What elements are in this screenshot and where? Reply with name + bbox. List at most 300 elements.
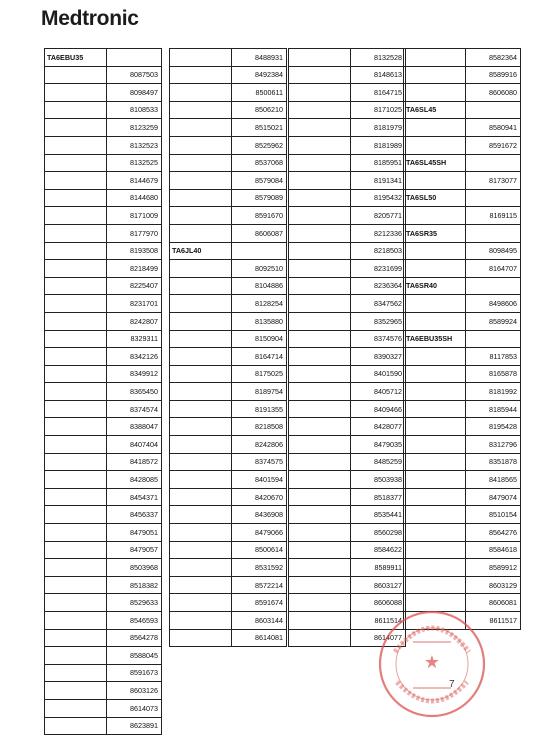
model-cell [404, 172, 466, 190]
table-row [45, 594, 162, 612]
table-row [404, 436, 521, 454]
model-cell [45, 242, 107, 260]
table-row [45, 559, 162, 577]
table-row [289, 488, 406, 506]
table-row [289, 506, 406, 524]
model-cell [289, 207, 351, 225]
serial-cell: 8515021 [232, 119, 287, 137]
model-cell [404, 506, 466, 524]
serial-cell: 8144679 [107, 172, 162, 190]
serial-cell: 8165878 [466, 365, 521, 383]
table-row [289, 348, 406, 366]
serial-cell [466, 330, 521, 348]
model-cell [289, 119, 351, 137]
table-row [289, 260, 406, 278]
table-row [170, 101, 287, 119]
serial-cell: 8591672 [466, 136, 521, 154]
model-cell [289, 541, 351, 559]
serial-cell: 8428077 [351, 418, 406, 436]
serial-cell: 8420670 [232, 488, 287, 506]
serial-cell: 8510154 [466, 506, 521, 524]
table-row [289, 136, 406, 154]
serial-cell: 8589912 [466, 559, 521, 577]
model-cell [170, 101, 232, 119]
serial-cell: 8485259 [351, 453, 406, 471]
model-cell [170, 594, 232, 612]
serial-cell: 8150904 [232, 330, 287, 348]
serial-cell: 8231701 [107, 295, 162, 313]
table-row [404, 524, 521, 542]
table-row [404, 418, 521, 436]
serial-cell: 8171009 [107, 207, 162, 225]
model-cell [45, 506, 107, 524]
serial-cell: 8418572 [107, 453, 162, 471]
table-row [404, 488, 521, 506]
table-row [289, 242, 406, 260]
model-cell [289, 348, 351, 366]
table-row [45, 348, 162, 366]
model-cell [289, 295, 351, 313]
model-cell [289, 260, 351, 278]
table-row [45, 506, 162, 524]
model-cell [404, 242, 466, 260]
table-row [289, 189, 406, 207]
model-cell [289, 330, 351, 348]
model-cell [45, 365, 107, 383]
serial-cell: 8518377 [351, 488, 406, 506]
serial-cell: 8582364 [466, 49, 521, 67]
model-cell [404, 295, 466, 313]
table-row [45, 330, 162, 348]
model-cell: TA6SR35 [404, 224, 466, 242]
model-cell [289, 242, 351, 260]
table-row [45, 488, 162, 506]
serial-cell: 8546593 [107, 612, 162, 630]
table-row [404, 242, 521, 260]
serial-cell: 8312796 [466, 436, 521, 454]
table-row [170, 418, 287, 436]
model-cell [45, 664, 107, 682]
table-row [404, 136, 521, 154]
table-row [45, 242, 162, 260]
serial-cell: 8560298 [351, 524, 406, 542]
serial-cell: 8503968 [107, 559, 162, 577]
table-row [45, 224, 162, 242]
serial-table-col-2 [169, 48, 287, 647]
table-row [404, 541, 521, 559]
model-cell [45, 576, 107, 594]
table-row [45, 418, 162, 436]
serial-cell [107, 49, 162, 67]
model-cell [289, 471, 351, 489]
model-cell [45, 348, 107, 366]
table-row [170, 576, 287, 594]
serial-cell: 8529633 [107, 594, 162, 612]
model-cell [45, 154, 107, 172]
model-cell: TA6EBU35 [45, 49, 107, 67]
serial-cell: 8584622 [351, 541, 406, 559]
serial-cell: 8329311 [107, 330, 162, 348]
serial-cell: 8498606 [466, 295, 521, 313]
model-cell [170, 576, 232, 594]
table-row [170, 49, 287, 67]
table-row [404, 295, 521, 313]
model-cell [404, 418, 466, 436]
serial-cell: 8087503 [107, 66, 162, 84]
serial-cell: 8181989 [351, 136, 406, 154]
table-row [170, 136, 287, 154]
table-row [170, 330, 287, 348]
serial-cell: 8488931 [232, 49, 287, 67]
table-row [404, 224, 521, 242]
table-row [404, 400, 521, 418]
table-row [45, 576, 162, 594]
serial-cell: 8132523 [107, 136, 162, 154]
table-row [289, 154, 406, 172]
serial-cell: 8104886 [232, 277, 287, 295]
table-row [170, 383, 287, 401]
model-cell [45, 260, 107, 278]
serial-cell: 8123259 [107, 119, 162, 137]
model-cell [45, 594, 107, 612]
serial-cell: 8205771 [351, 207, 406, 225]
table-row [404, 471, 521, 489]
model-cell [170, 541, 232, 559]
serial-cell: 8374574 [107, 400, 162, 418]
model-cell [404, 312, 466, 330]
serial-cell: 8531592 [232, 559, 287, 577]
table-row [170, 471, 287, 489]
model-cell [170, 400, 232, 418]
model-cell [289, 488, 351, 506]
table-row [45, 453, 162, 471]
table-row [45, 664, 162, 682]
table-row [404, 383, 521, 401]
serial-cell [232, 242, 287, 260]
table-row [289, 84, 406, 102]
serial-cell: 8401594 [232, 471, 287, 489]
serial-cell: 8132525 [107, 154, 162, 172]
serial-cell: 8506210 [232, 101, 287, 119]
serial-cell: 8231699 [351, 260, 406, 278]
model-cell: TA6EBU35SH [404, 330, 466, 348]
model-cell [170, 348, 232, 366]
model-cell [289, 189, 351, 207]
model-cell [170, 312, 232, 330]
serial-cell: 8135880 [232, 312, 287, 330]
model-cell [170, 66, 232, 84]
model-cell [404, 207, 466, 225]
model-cell [289, 524, 351, 542]
serial-cell: 8535441 [351, 506, 406, 524]
model-cell [170, 49, 232, 67]
table-row [45, 682, 162, 700]
serial-cell: 8374576 [351, 330, 406, 348]
serial-cell: 8614073 [107, 699, 162, 717]
serial-cell: 8175025 [232, 365, 287, 383]
model-cell [170, 277, 232, 295]
table-row [170, 172, 287, 190]
serial-cell: 8092510 [232, 260, 287, 278]
table-row [289, 207, 406, 225]
serial-cell: 8191355 [232, 400, 287, 418]
model-cell [170, 207, 232, 225]
table-row [45, 101, 162, 119]
table-row [45, 541, 162, 559]
table-row [45, 277, 162, 295]
serial-cell: 8173077 [466, 172, 521, 190]
serial-cell: 8177970 [107, 224, 162, 242]
company-seal-stamp [373, 608, 491, 720]
model-cell [170, 260, 232, 278]
serial-cell: 8603127 [351, 576, 406, 594]
table-row [404, 172, 521, 190]
model-cell [289, 506, 351, 524]
serial-cell: 8128254 [232, 295, 287, 313]
serial-cell: 8164715 [351, 84, 406, 102]
model-cell [170, 172, 232, 190]
serial-cell: 8479066 [232, 524, 287, 542]
serial-cell: 8564278 [107, 629, 162, 647]
model-cell [170, 612, 232, 630]
table-row [170, 612, 287, 630]
serial-cell [466, 189, 521, 207]
model-cell [404, 453, 466, 471]
table-row [289, 66, 406, 84]
serial-cell: 8401590 [351, 365, 406, 383]
model-cell [170, 383, 232, 401]
model-cell [45, 330, 107, 348]
model-cell [45, 453, 107, 471]
model-cell [289, 436, 351, 454]
table-row [45, 400, 162, 418]
model-cell [404, 488, 466, 506]
serial-table-col-4 [403, 48, 521, 630]
table-row [45, 172, 162, 190]
table-row [404, 559, 521, 577]
table-row [404, 101, 521, 119]
table-row [289, 49, 406, 67]
serial-cell: 8108533 [107, 101, 162, 119]
serial-cell: 8479057 [107, 541, 162, 559]
model-cell [45, 101, 107, 119]
model-cell [289, 154, 351, 172]
table-row [289, 101, 406, 119]
model-cell [45, 418, 107, 436]
serial-cell: 8580941 [466, 119, 521, 137]
model-cell [170, 189, 232, 207]
table-row [404, 348, 521, 366]
serial-cell: 8606087 [232, 224, 287, 242]
serial-cell: 8537068 [232, 154, 287, 172]
serial-cell: 8407404 [107, 436, 162, 454]
serial-cell: 8579084 [232, 172, 287, 190]
table-row [170, 524, 287, 542]
serial-cell: 8603126 [107, 682, 162, 700]
table-row [170, 594, 287, 612]
serial-cell: 8351878 [466, 453, 521, 471]
table-row [404, 189, 521, 207]
serial-cell: 8623891 [107, 717, 162, 735]
table-row [170, 189, 287, 207]
table-row [45, 207, 162, 225]
table-row [45, 647, 162, 665]
table-row [289, 277, 406, 295]
serial-cell: 8589916 [466, 66, 521, 84]
table-row [170, 260, 287, 278]
model-cell [404, 559, 466, 577]
serial-cell: 8428085 [107, 471, 162, 489]
model-cell [289, 576, 351, 594]
serial-cell: 8518382 [107, 576, 162, 594]
model-cell [289, 84, 351, 102]
table-row [404, 66, 521, 84]
serial-cell: 8588045 [107, 647, 162, 665]
serial-cell: 8117853 [466, 348, 521, 366]
table-row [45, 436, 162, 454]
serial-cell: 8492384 [232, 66, 287, 84]
table-row [45, 66, 162, 84]
table-row [45, 312, 162, 330]
model-cell [404, 383, 466, 401]
model-cell [289, 365, 351, 383]
model-cell [45, 488, 107, 506]
model-cell [289, 49, 351, 67]
model-cell [170, 154, 232, 172]
model-cell [170, 295, 232, 313]
table-row [289, 541, 406, 559]
serial-cell: 8390327 [351, 348, 406, 366]
table-row [45, 154, 162, 172]
serial-cell [466, 224, 521, 242]
serial-cell: 8195432 [351, 189, 406, 207]
model-cell [170, 136, 232, 154]
company-logo: Medtronic [41, 7, 139, 30]
model-cell [289, 66, 351, 84]
serial-cell: 8454371 [107, 488, 162, 506]
model-cell [289, 383, 351, 401]
table-row [45, 136, 162, 154]
serial-cell: 8591673 [107, 664, 162, 682]
table-row [289, 471, 406, 489]
model-cell [404, 260, 466, 278]
model-cell [45, 136, 107, 154]
table-row [404, 49, 521, 67]
serial-cell: 8185944 [466, 400, 521, 418]
model-cell [45, 84, 107, 102]
serial-cell: 8591670 [232, 207, 287, 225]
model-cell: TA6SL50 [404, 189, 466, 207]
serial-cell: 8564276 [466, 524, 521, 542]
model-cell [289, 136, 351, 154]
serial-cell: 8479074 [466, 488, 521, 506]
table-row [45, 295, 162, 313]
model-cell [170, 330, 232, 348]
model-cell [289, 594, 351, 612]
svg-text:★: ★ [423, 652, 441, 673]
model-cell [45, 559, 107, 577]
serial-cell: 8181992 [466, 383, 521, 401]
table-row [289, 365, 406, 383]
serial-cell: 8606088 [351, 594, 406, 612]
table-row [404, 312, 521, 330]
table-row [170, 295, 287, 313]
model-cell [170, 629, 232, 647]
serial-cell: 8218503 [351, 242, 406, 260]
model-cell [170, 436, 232, 454]
serial-cell: 8352965 [351, 312, 406, 330]
model-cell [404, 49, 466, 67]
model-cell [289, 453, 351, 471]
table-row [170, 629, 287, 647]
serial-cell: 8409466 [351, 400, 406, 418]
serial-cell: 8479051 [107, 524, 162, 542]
table-row [45, 260, 162, 278]
table-row [45, 612, 162, 630]
model-cell [45, 66, 107, 84]
model-cell [45, 541, 107, 559]
serial-cell: 8349912 [107, 365, 162, 383]
serial-cell: 8169115 [466, 207, 521, 225]
model-cell [289, 612, 351, 630]
serial-cell: 8144680 [107, 189, 162, 207]
table-row [404, 119, 521, 137]
model-cell [289, 418, 351, 436]
serial-cell: 8603144 [232, 612, 287, 630]
model-cell [45, 647, 107, 665]
model-cell [404, 84, 466, 102]
model-cell [45, 189, 107, 207]
table-row [289, 400, 406, 418]
serial-cell: 8374575 [232, 453, 287, 471]
serial-cell: 8148613 [351, 66, 406, 84]
model-cell [170, 488, 232, 506]
serial-cell: 8572214 [232, 576, 287, 594]
table-row [45, 189, 162, 207]
serial-table-col-1 [44, 48, 162, 735]
table-row [289, 436, 406, 454]
model-cell [170, 84, 232, 102]
table-row [170, 207, 287, 225]
model-cell [404, 348, 466, 366]
table-row [170, 312, 287, 330]
model-cell [289, 312, 351, 330]
serial-cell: 8132528 [351, 49, 406, 67]
serial-cell: 8500614 [232, 541, 287, 559]
table-row [170, 154, 287, 172]
model-cell [170, 559, 232, 577]
table-row [170, 541, 287, 559]
table-row [45, 471, 162, 489]
table-row [289, 295, 406, 313]
model-cell [289, 559, 351, 577]
table-row [289, 312, 406, 330]
serial-cell: 8503938 [351, 471, 406, 489]
serial-cell: 8218508 [232, 418, 287, 436]
table-row [45, 699, 162, 717]
table-row [170, 400, 287, 418]
serial-cell: 8189754 [232, 383, 287, 401]
serial-cell: 8193508 [107, 242, 162, 260]
table-row [289, 119, 406, 137]
serial-cell: 8212336 [351, 224, 406, 242]
model-cell [404, 119, 466, 137]
model-cell [404, 471, 466, 489]
table-row [45, 629, 162, 647]
model-cell [404, 400, 466, 418]
model-cell [404, 365, 466, 383]
table-row [170, 66, 287, 84]
